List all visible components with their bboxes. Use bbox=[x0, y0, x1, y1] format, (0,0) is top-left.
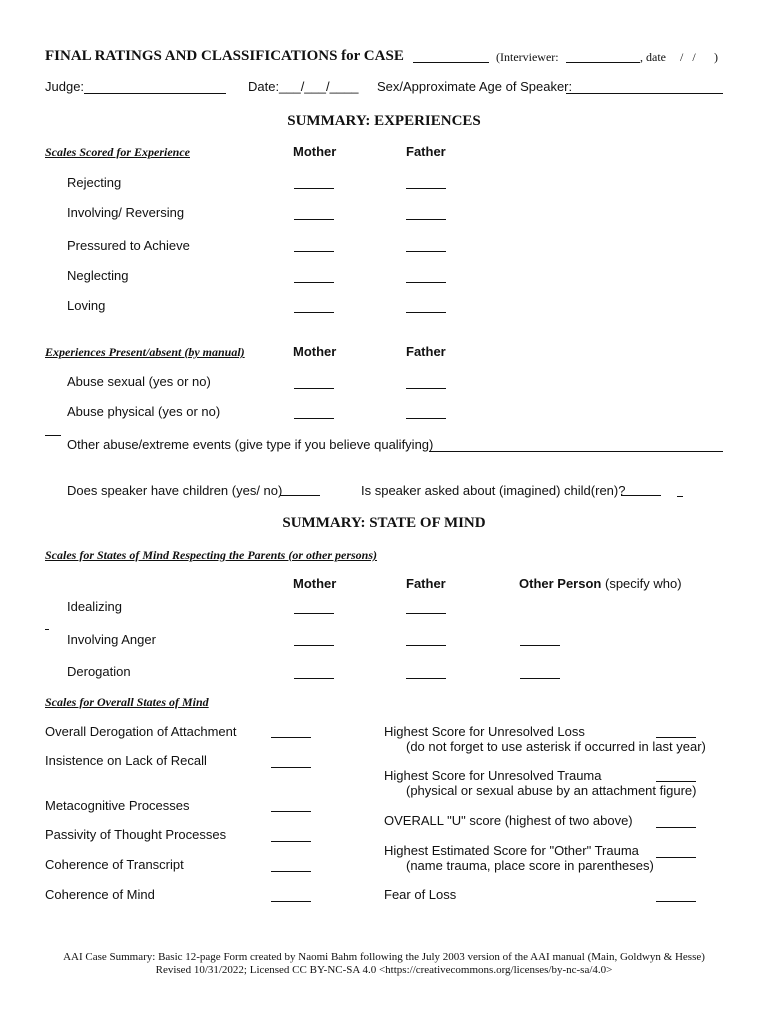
imagined-child-question: Is speaker asked about (imagined) child(ren)? bbox=[361, 483, 626, 498]
abuse-sexual-mother-field[interactable] bbox=[294, 388, 334, 389]
derogation-mother-field[interactable] bbox=[294, 678, 334, 679]
close-paren: ) bbox=[714, 50, 718, 64]
father-column-header: Father bbox=[406, 144, 446, 159]
passivity-label: Passivity of Thought Processes bbox=[45, 827, 227, 842]
other-trauma-field[interactable] bbox=[656, 857, 696, 858]
scale-involving-reversing: Involving/ Reversing bbox=[67, 205, 185, 220]
other-abuse-label: Other abuse/extreme events (give type if you believe qualifying) bbox=[67, 437, 434, 452]
coherence-transcript-field[interactable] bbox=[271, 871, 311, 872]
scale-rejecting: Rejecting bbox=[67, 175, 122, 190]
speaker-label: Sex/Approximate Age of Speaker: bbox=[377, 79, 573, 94]
imagined-child-field[interactable] bbox=[621, 495, 661, 496]
derogation-other-field[interactable] bbox=[520, 678, 560, 679]
neglecting-father-field[interactable] bbox=[406, 282, 446, 283]
lack-of-recall-field[interactable] bbox=[271, 767, 311, 768]
interviewer-label: (Interviewer: bbox=[496, 50, 559, 64]
other-trauma-label: Highest Estimated Score for "Other" Trauma bbox=[384, 843, 639, 858]
involving-anger-label: Involving Anger bbox=[67, 632, 156, 647]
rejecting-mother-field[interactable] bbox=[294, 188, 334, 189]
anger-other-field[interactable] bbox=[520, 645, 560, 646]
date-field[interactable]: ___/___/____ bbox=[279, 79, 359, 94]
coherence-mind-label: Coherence of Mind bbox=[45, 887, 155, 902]
scales-experience-label: Scales Scored for Experience bbox=[45, 145, 190, 159]
passivity-field[interactable] bbox=[271, 841, 311, 842]
idealizing-mother-field[interactable] bbox=[294, 613, 334, 614]
som-father-header: Father bbox=[406, 576, 446, 591]
interviewer-date-field[interactable]: / / bbox=[680, 50, 696, 64]
present-absent-label: Experiences Present/absent (by manual) bbox=[45, 345, 245, 359]
other-person-label: Other Person bbox=[519, 576, 602, 591]
abuse-sexual-father-field[interactable] bbox=[406, 388, 446, 389]
neglecting-mother-field[interactable] bbox=[294, 282, 334, 283]
anger-mother-field[interactable] bbox=[294, 645, 334, 646]
overall-u-label: OVERALL "U" score (highest of two above) bbox=[384, 813, 633, 828]
father-column-header-2: Father bbox=[406, 344, 446, 359]
specify-who-note: (specify who) bbox=[604, 576, 682, 591]
judge-label: Judge: bbox=[45, 79, 85, 94]
som-mother-header: Mother bbox=[293, 576, 337, 591]
case-number-field[interactable] bbox=[413, 62, 489, 63]
stray-mark-3 bbox=[45, 629, 49, 630]
unresolved-trauma-field[interactable] bbox=[656, 781, 696, 782]
coherence-transcript-label: Coherence of Transcript bbox=[45, 857, 184, 872]
fear-of-loss-label: Fear of Loss bbox=[384, 887, 457, 902]
state-of-mind-heading: SUMMARY: STATE OF MIND bbox=[282, 515, 486, 531]
footer-license: Revised 10/31/2022; Licensed CC BY-NC-SA 4.0 <https://creativecommons.org/licenses/by-nc-sa/4.0> bbox=[155, 964, 613, 976]
idealizing-label: Idealizing bbox=[67, 599, 122, 614]
interviewer-date-label: , date bbox=[640, 50, 666, 64]
mother-column-header-2: Mother bbox=[293, 344, 337, 359]
som-other-header bbox=[519, 576, 682, 591]
interviewer-field[interactable] bbox=[566, 62, 640, 63]
pressured-mother-field[interactable] bbox=[294, 251, 334, 252]
pressured-father-field[interactable] bbox=[406, 251, 446, 252]
lack-of-recall-label: Insistence on Lack of Recall bbox=[45, 753, 207, 768]
scale-pressured: Pressured to Achieve bbox=[67, 238, 190, 253]
unresolved-trauma-note: (physical or sexual abuse by an attachment figure) bbox=[406, 783, 697, 798]
experiences-heading: SUMMARY: EXPERIENCES bbox=[287, 113, 481, 129]
loving-mother-field[interactable] bbox=[294, 312, 334, 313]
overall-u-field[interactable] bbox=[656, 827, 696, 828]
form-title: FINAL RATINGS AND CLASSIFICATIONS for CASE bbox=[45, 48, 404, 64]
unresolved-trauma-label: Highest Score for Unresolved Trauma bbox=[384, 768, 602, 783]
other-abuse-field[interactable] bbox=[429, 451, 723, 452]
loving-father-field[interactable] bbox=[406, 312, 446, 313]
speaker-field[interactable] bbox=[566, 93, 723, 94]
involving-mother-field[interactable] bbox=[294, 219, 334, 220]
metacognitive-field[interactable] bbox=[271, 811, 311, 812]
other-trauma-note: (name trauma, place score in parentheses) bbox=[406, 858, 654, 873]
overall-scales-label: Scales for Overall States of Mind bbox=[45, 695, 209, 709]
unresolved-loss-field[interactable] bbox=[656, 737, 696, 738]
scale-loving: Loving bbox=[67, 298, 106, 313]
unresolved-loss-note: (do not forget to use asterisk if occurred in last year) bbox=[406, 739, 706, 754]
overall-derogation-field[interactable] bbox=[271, 737, 311, 738]
stray-mark-2 bbox=[677, 496, 683, 497]
fear-of-loss-field[interactable] bbox=[656, 901, 696, 902]
idealizing-father-field[interactable] bbox=[406, 613, 446, 614]
derogation-father-field[interactable] bbox=[406, 678, 446, 679]
coherence-mind-field[interactable] bbox=[271, 901, 311, 902]
unresolved-loss-label: Highest Score for Unresolved Loss bbox=[384, 724, 585, 739]
children-field[interactable] bbox=[280, 495, 320, 496]
mother-column-header: Mother bbox=[293, 144, 337, 159]
abuse-sexual-label: Abuse sexual (yes or no) bbox=[67, 374, 211, 389]
overall-derogation-label: Overall Derogation of Attachment bbox=[45, 724, 237, 739]
rejecting-father-field[interactable] bbox=[406, 188, 446, 189]
date-label: Date: bbox=[248, 79, 280, 94]
metacognitive-label: Metacognitive Processes bbox=[45, 798, 190, 813]
involving-father-field[interactable] bbox=[406, 219, 446, 220]
derogation-label: Derogation bbox=[67, 664, 131, 679]
scale-neglecting: Neglecting bbox=[67, 268, 129, 283]
abuse-physical-mother-field[interactable] bbox=[294, 418, 334, 419]
stray-mark bbox=[45, 435, 61, 436]
anger-father-field[interactable] bbox=[406, 645, 446, 646]
abuse-physical-father-field[interactable] bbox=[406, 418, 446, 419]
children-question: Does speaker have children (yes/ no) bbox=[67, 483, 283, 498]
parents-scales-label: Scales for States of Mind Respecting the Parents (or other persons) bbox=[45, 548, 378, 562]
judge-field[interactable] bbox=[84, 93, 226, 94]
abuse-physical-label: Abuse physical (yes or no) bbox=[67, 404, 221, 419]
footer-credit: AAI Case Summary: Basic 12-page Form created by Naomi Bahm following the July 2003 version of the AAI manual (Main, Goldwyn & Hesse) bbox=[63, 951, 705, 963]
